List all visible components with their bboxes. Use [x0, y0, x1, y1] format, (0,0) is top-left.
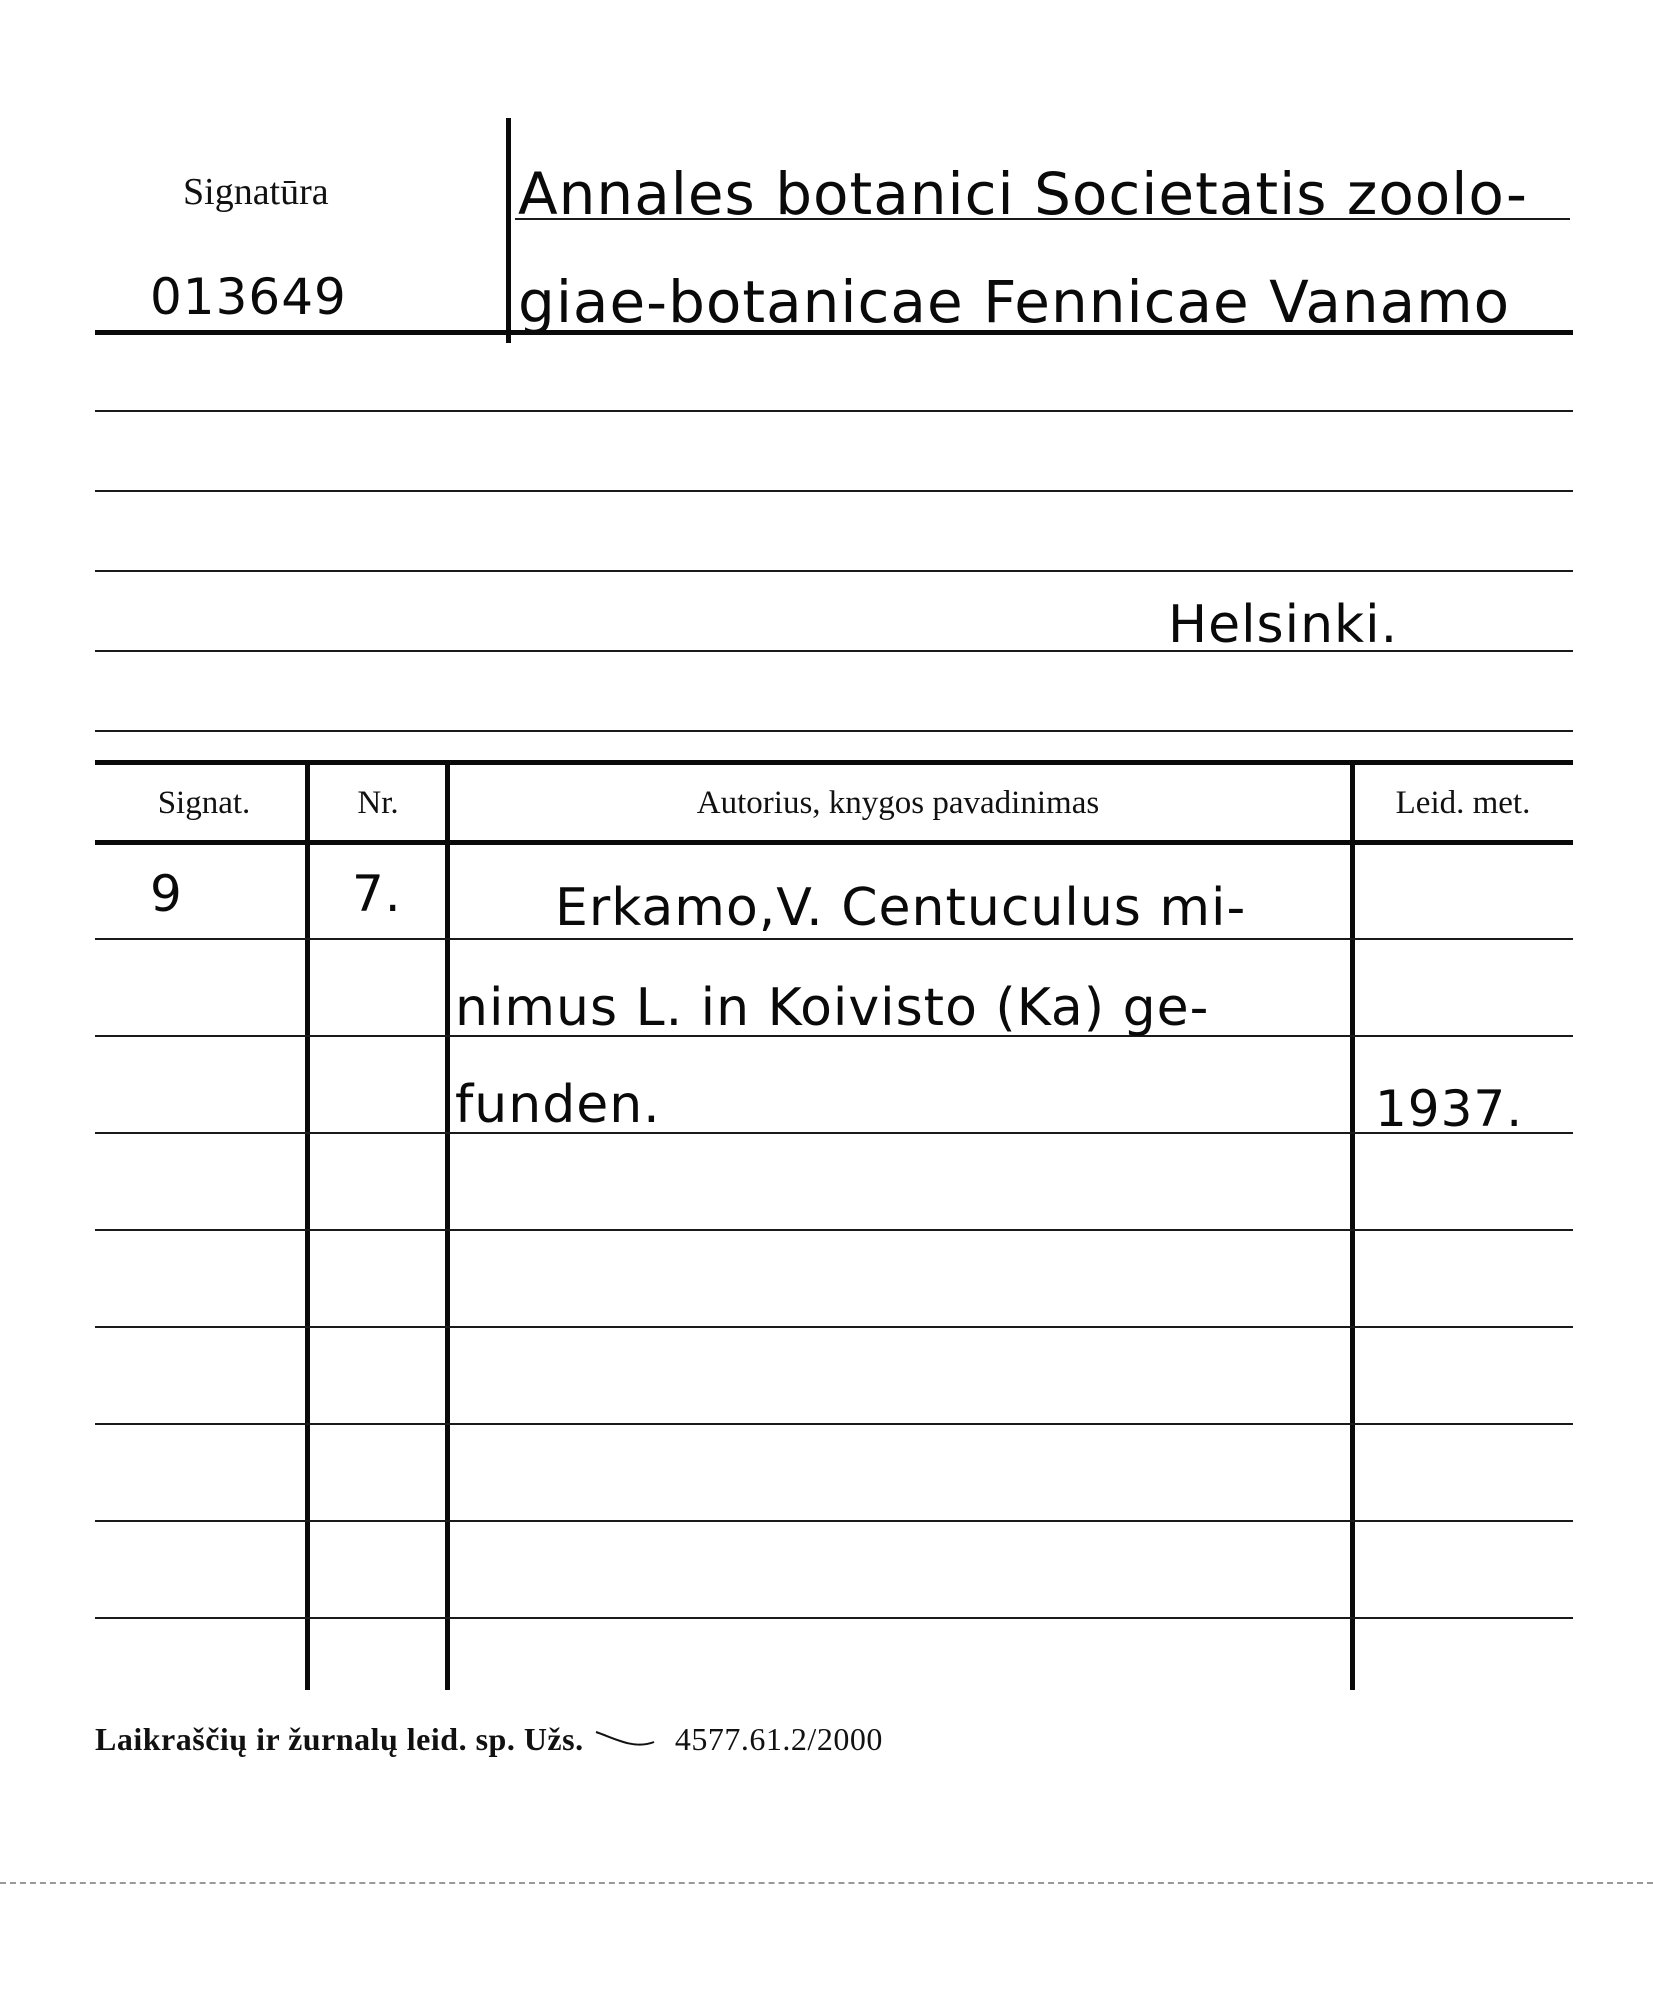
rule-main [95, 330, 1573, 335]
table-row-rule [95, 1423, 1573, 1425]
entry-title-line-1: Erkamo,V. Centuculus mi- [555, 878, 1247, 938]
column-header-signat: Signat. [157, 785, 251, 821]
column-header-author-title: Autorius, knygos pavadinimas [696, 785, 1100, 821]
rule [95, 730, 1573, 732]
table-row-rule [95, 1326, 1573, 1328]
signature-value: 013649 [150, 268, 347, 326]
column-divider [1350, 765, 1355, 1690]
rule [95, 570, 1573, 572]
rule [95, 650, 1573, 652]
footer-text: Laikraščių ir žurnalų leid. sp. Užs. [95, 1721, 584, 1757]
table-row-rule [95, 1132, 1573, 1134]
bottom-edge [0, 1882, 1653, 1884]
entry-nr: 7. [352, 865, 402, 923]
journal-title-line-1: Annales botanici Societatis zoolo- [518, 160, 1528, 228]
column-divider [305, 765, 310, 1690]
entry-title-line-2: nimus L. in Koivisto (Ka) ge- [455, 978, 1210, 1038]
column-header-year: Leid. met. [1395, 785, 1531, 821]
footer-order-number: 4577.61.2/2000 [674, 1721, 883, 1757]
rule [95, 410, 1573, 412]
column-divider [445, 765, 450, 1690]
header-divider [506, 118, 511, 343]
footer-signature-mark [594, 1720, 664, 1758]
journal-title-line-2: giae-botanicae Fennicae Vanamo [518, 268, 1511, 336]
column-header-nr: Nr. [357, 785, 399, 821]
table-row-rule [95, 1617, 1573, 1619]
publication-place: Helsinki. [1168, 595, 1399, 655]
entry-signat: 9 [150, 865, 183, 923]
underline [515, 218, 1570, 220]
table-row-rule [95, 1520, 1573, 1522]
entry-title-line-3: funden. [455, 1075, 661, 1135]
printer-footer [95, 1720, 883, 1758]
rule [95, 490, 1573, 492]
signature-label: Signatūra [183, 171, 329, 213]
table-row-rule [95, 938, 1573, 940]
table-row-rule [95, 1229, 1573, 1231]
entry-year: 1937. [1375, 1080, 1524, 1138]
